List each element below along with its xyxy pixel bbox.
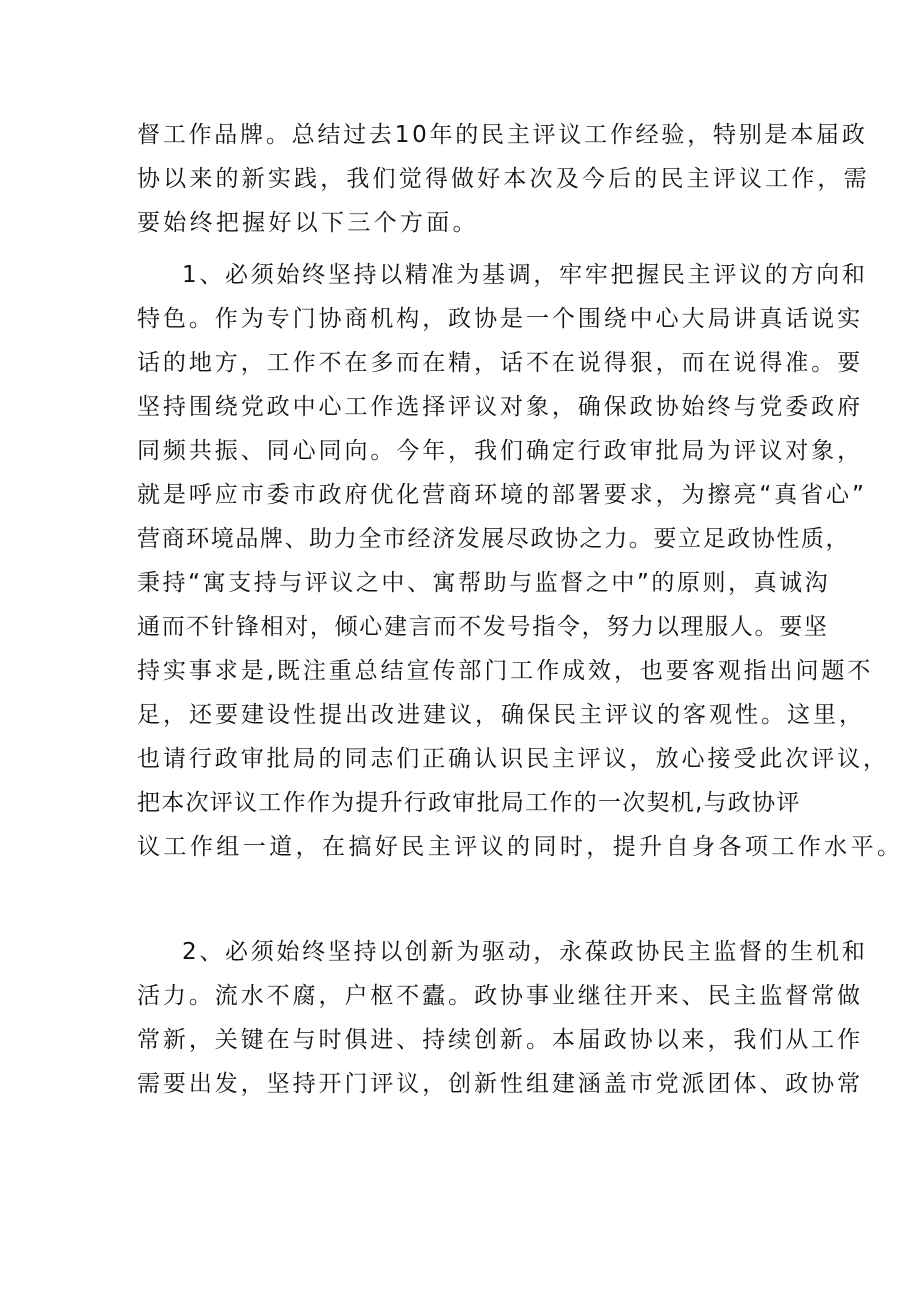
text-line: 营商环境品牌、助力全市经济发展尽政协之力。要立足政协性质， — [137, 526, 851, 552]
text-line: 常新，关键在与时俱进、持续创新。本届政协以来，我们从工作 — [137, 1027, 864, 1053]
text-line: 坚持围绕党政中心工作选择评议对象，确保政协始终与党委政府 — [137, 394, 864, 420]
text-line: 话的地方，工作不在多而在精，话不在说得狠，而在说得准。要 — [137, 350, 864, 376]
text-line: 特色。作为专门协商机构，政协是一个围绕中心大局讲真话说实 — [137, 306, 864, 332]
text-line: 活力。流水不腐，户枢不蠹。政协事业继往开来、民主监督常做 — [137, 983, 864, 1009]
text-line: 需要出发，坚持开门评议，创新性组建涵盖市党派团体、政协常 — [137, 1071, 864, 1097]
text-line: 同频共振、同心同向。今年，我们确定行政审批局为评议对象， — [137, 438, 864, 464]
text-line: 也请行政审批局的同志们正确认识民主评议，放心接受此次评议， — [137, 746, 889, 772]
text-line: 持实事求是,既注重总结宣传部门工作成效，也要客观指出问题不 — [137, 658, 874, 684]
text-line: 1、必须始终坚持以精准为基调，牢牢把握民主评议的方向和 — [182, 262, 868, 288]
text-line: 议工作组一道，在搞好民主评议的同时，提升自身各项工作水平。 — [137, 834, 904, 860]
text-line: 协以来的新实践，我们觉得做好本次及今后的民主评议工作，需 — [137, 166, 870, 192]
text-line: 就是呼应市委市政府优化营商环境的部署要求，为擦亮“真省心” — [137, 482, 867, 508]
text-line: 把本次评议工作作为提升行政审批局工作的一次契机,与政协评 — [137, 790, 801, 816]
text-line: 足，还要建设性提出改进建议，确保民主评议的客观性。这里， — [137, 702, 865, 728]
text-line: 督工作品牌。总结过去10年的民主评议工作经验，特别是本届政 — [137, 122, 868, 148]
text-line: 要始终把握好以下三个方面。 — [137, 210, 479, 236]
text-line: 秉持“寓支持与评议之中、寓帮助与监督之中”的原则，真诚沟 — [137, 570, 831, 596]
text-line: 通而不针锋相对，倾心建言而不发号指令，努力以理服人。要坚 — [137, 614, 829, 640]
text-line: 2、必须始终坚持以创新为驱动，永葆政协民主监督的生机和 — [182, 939, 868, 965]
